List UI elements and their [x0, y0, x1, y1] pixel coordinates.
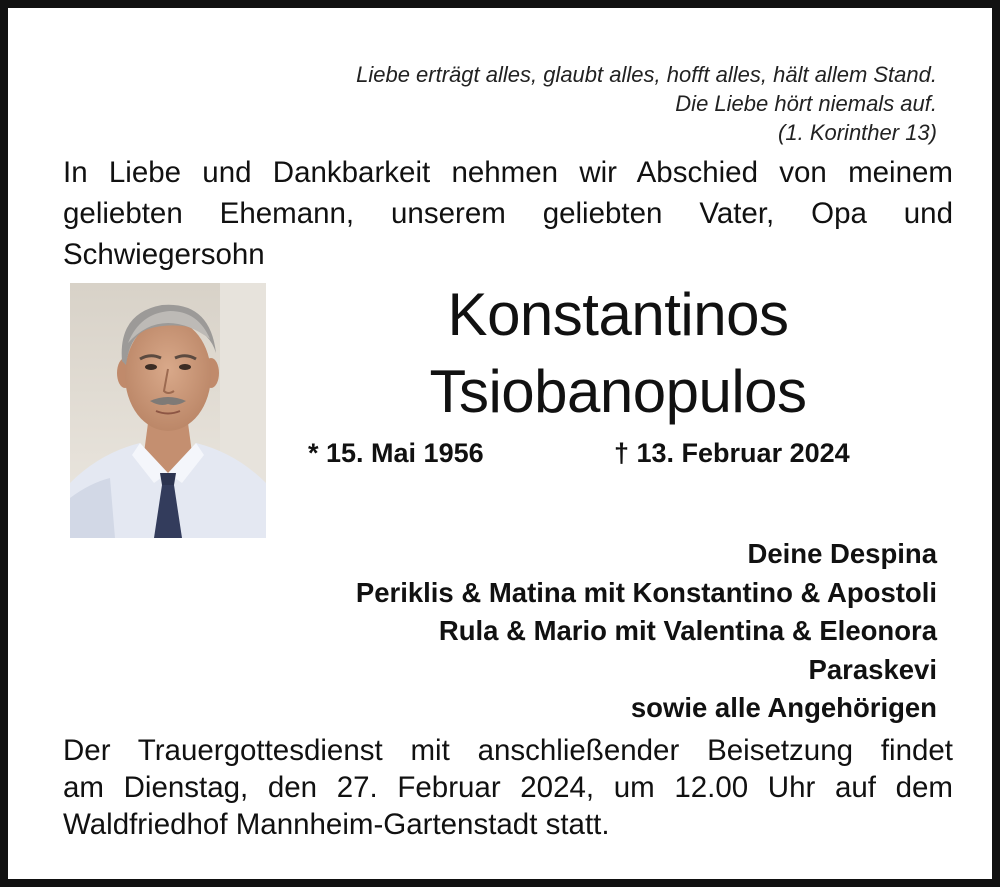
mourners-list	[356, 535, 937, 728]
deceased-first-name: Konstantinos	[447, 281, 789, 348]
deceased-last-name: Tsiobanopulos	[429, 358, 807, 425]
birth-date: * 15. Mai 1956	[308, 438, 484, 468]
intro-line-2: geliebten Ehemann, unserem geliebten Vater, Opa und	[63, 197, 953, 230]
portrait-photo	[70, 283, 266, 538]
service-line-2: am Dienstag, den 27. Februar 2024, um 12.00 Uhr auf dem	[63, 771, 953, 804]
funeral-service-info	[63, 732, 953, 843]
intro-line-3: Schwiegersohn	[63, 238, 265, 271]
mourner-line: Periklis & Matina mit Konstantino & Apostoli	[355, 576, 937, 608]
portrait-image	[70, 283, 266, 538]
mourner-line: Deine Despina	[747, 538, 937, 569]
mourner-line: Rula & Mario mit Valentina & Eleonora	[438, 615, 937, 646]
bible-quote	[356, 60, 937, 147]
quote-line-1: Liebe erträgt alles, glaubt alles, hofft alles, hält allem Stand.	[356, 62, 937, 87]
intro-line-1: In Liebe und Dankbarkeit nehmen wir Abschied von meinem	[63, 156, 953, 189]
intro-text	[63, 152, 953, 275]
mourner-line: Paraskevi	[808, 653, 937, 685]
mourner-line: sowie alle Angehörigen	[630, 692, 937, 723]
quote-reference: (1. Korinther 13)	[778, 120, 937, 145]
death-date: † 13. Februar 2024	[614, 438, 850, 468]
quote-line-2: Die Liebe hört niemals auf.	[675, 91, 937, 116]
service-line-3: Waldfriedhof Mannheim-Gartenstadt statt.	[63, 808, 610, 841]
service-line-1: Der Trauergottesdienst mit anschließender Beisetzung findet	[63, 734, 953, 767]
